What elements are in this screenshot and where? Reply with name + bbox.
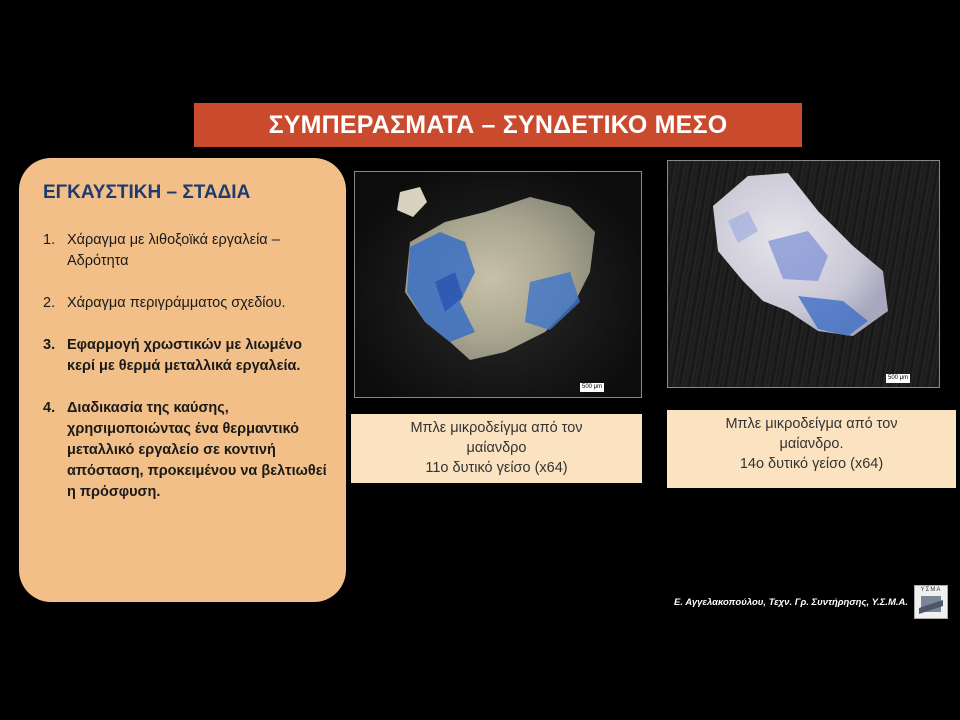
logo-icon bbox=[915, 586, 947, 618]
stage-item bbox=[43, 230, 328, 272]
caption-line: Μπλε μικροδείγμα από τον bbox=[410, 420, 583, 436]
stage-item bbox=[43, 398, 328, 503]
logo-text: ΥΣΜΑ bbox=[920, 587, 942, 593]
caption-line: 14ο δυτικό γείσο (x64) bbox=[739, 456, 884, 472]
caption-line: Μπλε μικροδείγμα από τον bbox=[725, 416, 898, 432]
stage-text: Διαδικασία της καύσης, χρησιμοποιώντας ένα θερμαντικό μεταλλικό εργαλείο σε κοντινή απόσταση, προκειμένου να βελτιωθεί η πρόσφυση. bbox=[67, 400, 327, 500]
stages-panel bbox=[19, 158, 346, 602]
caption-line: μαίανδρο bbox=[466, 440, 527, 456]
micro-sample-photo-2 bbox=[667, 160, 940, 388]
photo-caption-2 bbox=[667, 410, 956, 488]
photo-caption-1 bbox=[351, 414, 642, 483]
stage-text: Χάραγμα περιγράμματος σχεδίου. bbox=[67, 295, 286, 311]
scale-bar: 500 μm bbox=[888, 375, 909, 381]
stage-number: 3. bbox=[43, 337, 56, 353]
stage-text: Εφαρμογή χρωστικών με λιωμένο κερί με θερμά μεταλλικά εργαλεία. bbox=[67, 337, 302, 374]
slide-title-banner bbox=[194, 103, 802, 147]
caption-line: 11ο δυτικό γείσο (x64) bbox=[425, 460, 568, 476]
stage-number: 2. bbox=[43, 295, 56, 311]
stage-text: Χάραγμα με λιθοξοϊκά εργαλεία – Αδρότητα bbox=[67, 232, 280, 269]
stage-item bbox=[43, 293, 328, 314]
caption-line: μαίανδρο. bbox=[779, 436, 844, 452]
ysma-logo bbox=[914, 585, 948, 619]
author-credit: Ε. Αγγελακοπούλου, Τεχν. Γρ. Συντήρησης, Υ.Σ.Μ.Α. bbox=[674, 597, 908, 608]
scale-bar: 500 μm bbox=[582, 384, 603, 390]
slide-title: ΣΥΜΠΕΡΑΣΜΑΤΑ – ΣΥΝΔΕΤΙΚΟ ΜΕΣΟ bbox=[268, 110, 728, 139]
stage-number: 1. bbox=[43, 232, 56, 248]
stages-heading: ΕΓΚΑΥΣΤΙΚΗ – ΣΤΑΔΙΑ bbox=[43, 182, 251, 203]
blue-sample-image bbox=[355, 172, 641, 397]
stage-list bbox=[43, 230, 328, 503]
stage-item bbox=[43, 335, 328, 377]
blue-sample-image bbox=[668, 161, 939, 387]
micro-sample-photo-1 bbox=[354, 171, 642, 398]
stage-number: 4. bbox=[43, 400, 56, 416]
